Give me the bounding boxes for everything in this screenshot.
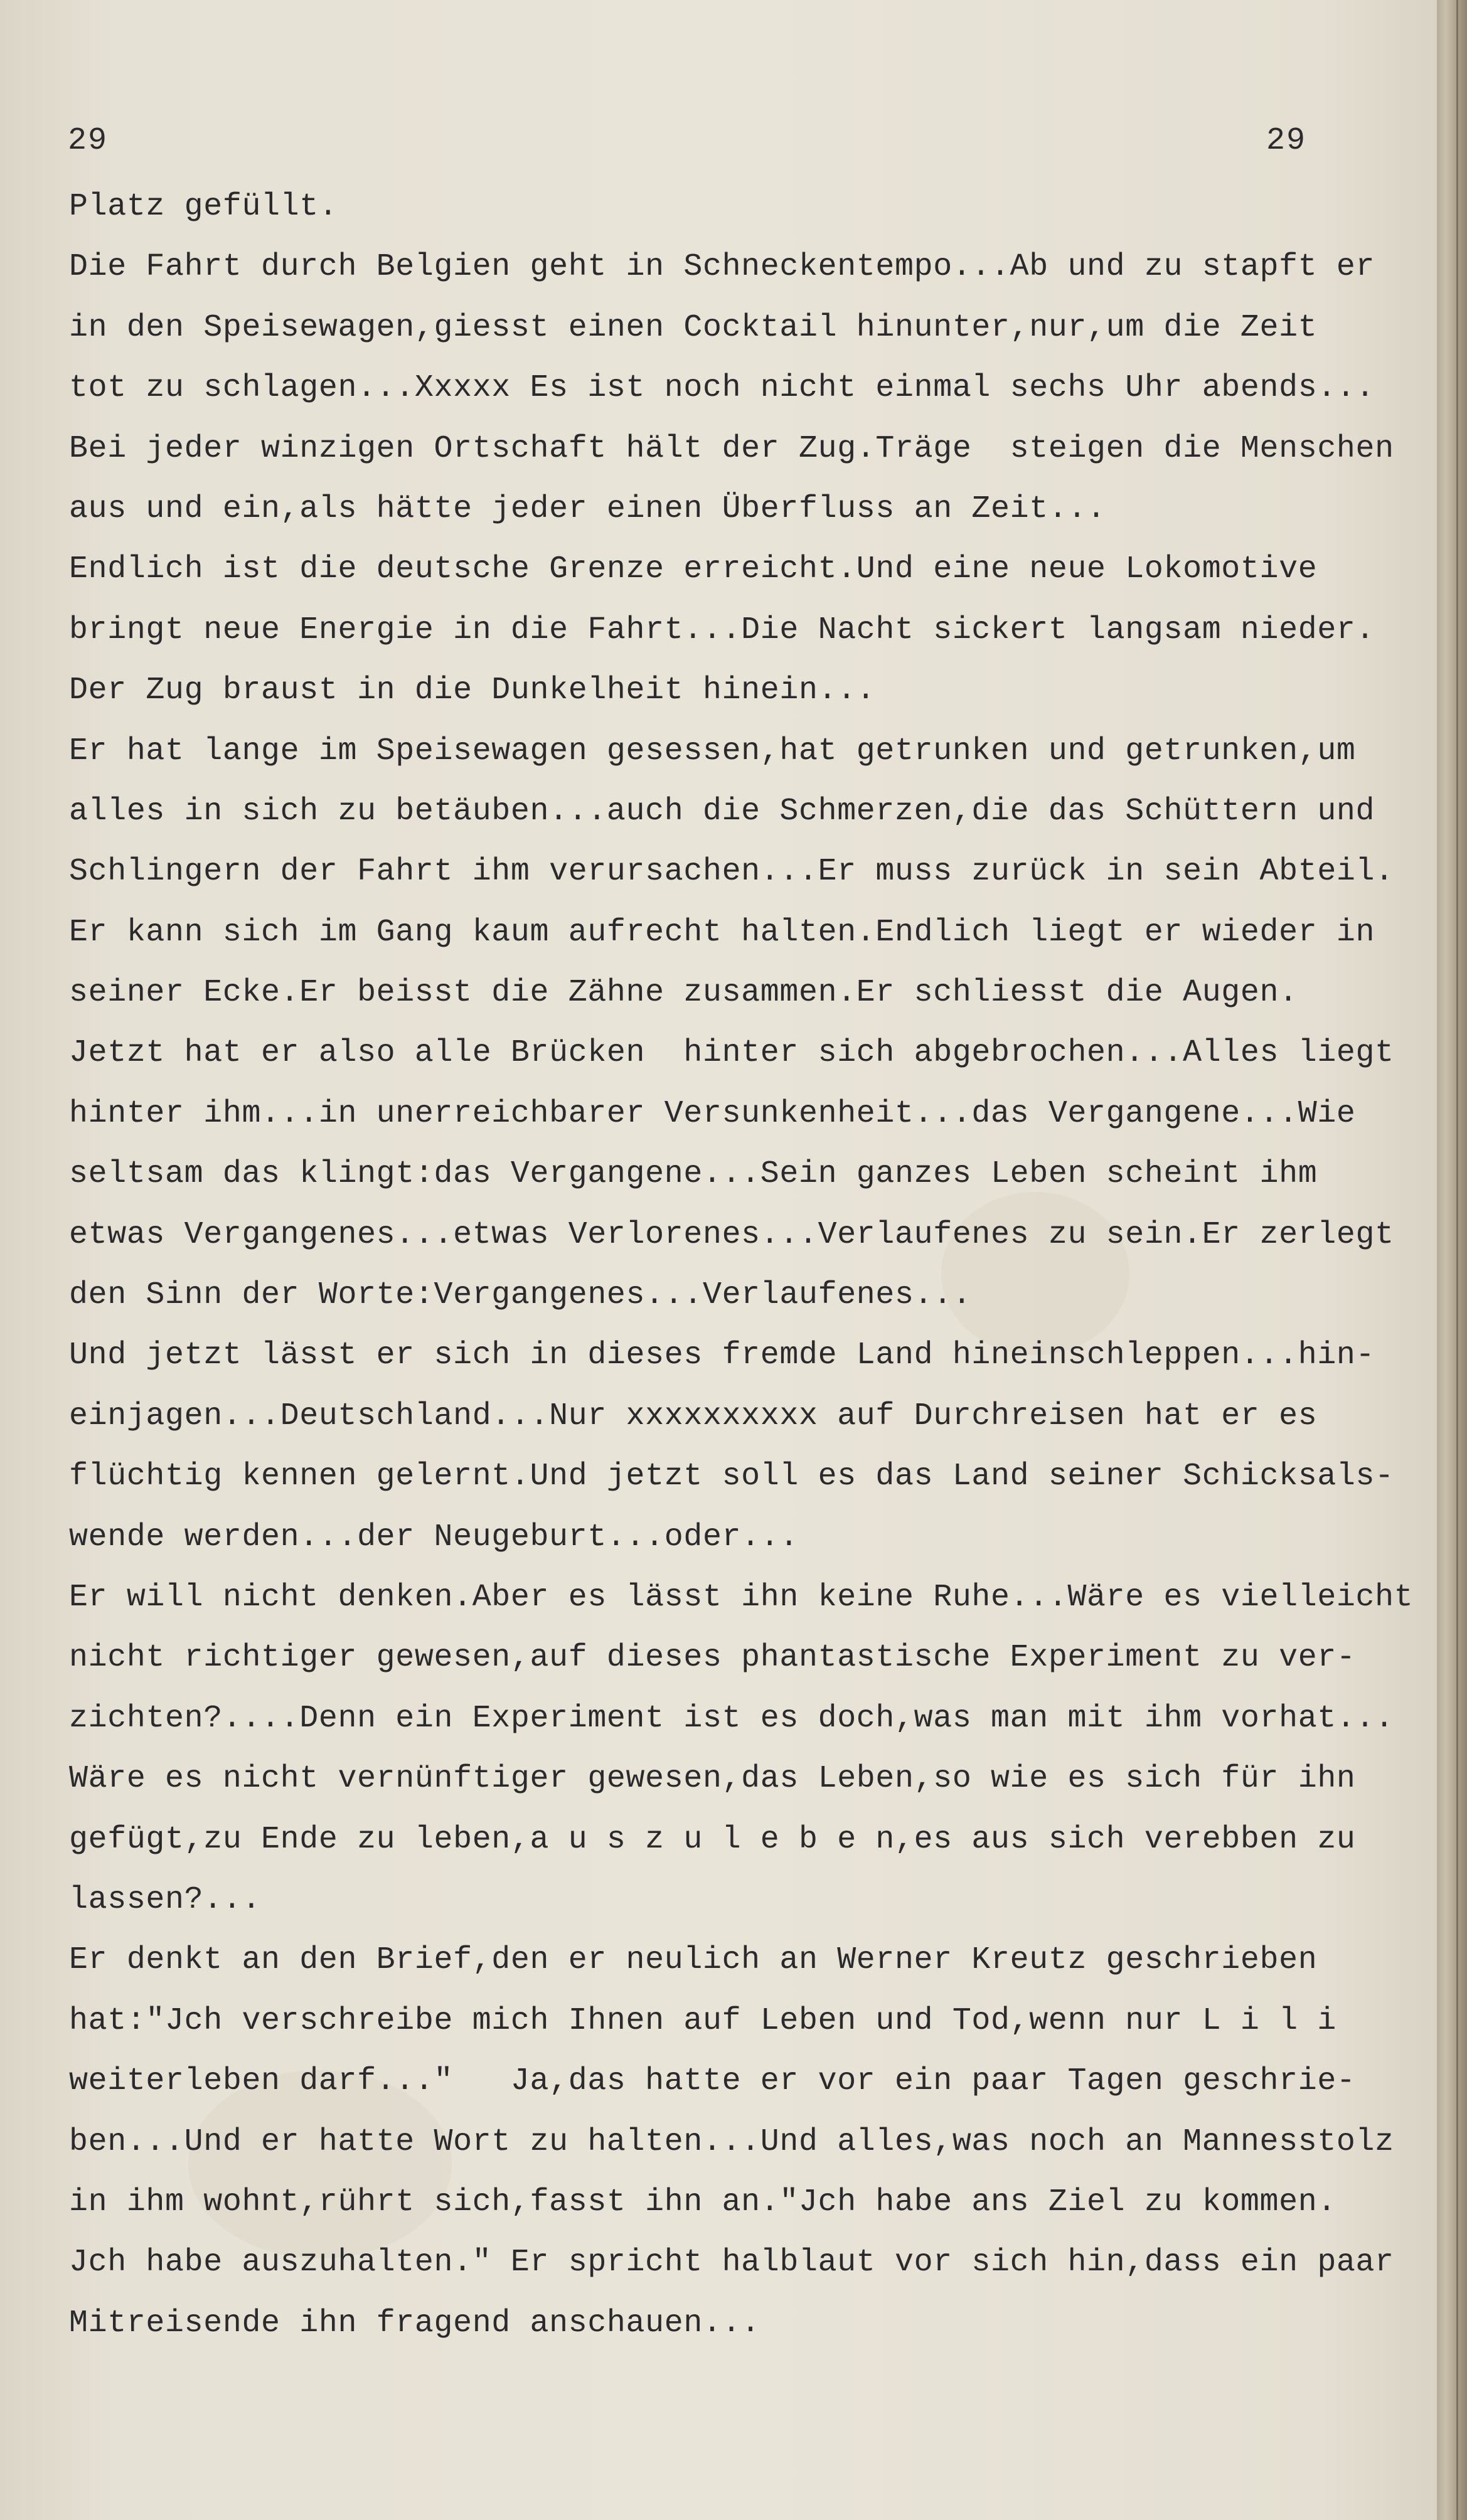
text-line: seltsam das klingt:das Vergangene...Sein ganzes Leben scheint ihm	[69, 1156, 1318, 1193]
text-line: Mitreisende ihn fragend anschauen...	[69, 2305, 760, 2341]
text-line: in den Speisewagen,giesst einen Cocktail hinunter,nur,um die Zeit	[69, 309, 1318, 346]
text-line: bringt neue Energie in die Fahrt...Die Nacht sickert langsam nieder.	[69, 612, 1375, 648]
text-line: den Sinn der Worte:Vergangenes...Verlaufenes...	[69, 1277, 972, 1314]
text-line: Er denkt an den Brief,den er neulich an Werner Kreutz geschrieben	[69, 1942, 1318, 1979]
binding-stitch-line	[1456, 0, 1458, 2520]
text-line: nicht richtiger gewesen,auf dieses phantastische Experiment zu ver-	[69, 1640, 1356, 1676]
typewritten-text-body	[69, 177, 1414, 2354]
text-line: etwas Vergangenes...etwas Verlorenes...Verlaufenes zu sein.Er zerlegt	[69, 1216, 1394, 1253]
text-line: zichten?....Denn ein Experiment ist es doch,was man mit ihm vorhat...	[69, 1700, 1394, 1736]
text-line: alles in sich zu betäuben...auch die Schmerzen,die das Schüttern und	[69, 793, 1375, 829]
text-line: Jch habe auszuhalten." Er spricht halblaut vor sich hin,dass ein paar	[69, 2245, 1394, 2281]
text-line: einjagen...Deutschland...Nur xxxxxxxxxx auf Durchreisen hat er es	[69, 1398, 1318, 1434]
text-line: Er hat lange im Speisewagen gesessen,hat getrunken und getrunken,um	[69, 733, 1356, 769]
text-line: gefügt,zu Ende zu leben,a u s z u l e b e n,es aus sich verebben zu	[69, 1821, 1356, 1858]
text-line: Platz gefüllt.	[69, 189, 338, 225]
text-line: ben...Und er hatte Wort zu halten...Und alles,was noch an Mannesstolz	[69, 2124, 1394, 2160]
text-line: aus und ein,als hätte jeder einen Überfluss an Zeit...	[69, 491, 1106, 527]
text-line: flüchtig kennen gelernt.Und jetzt soll es das Land seiner Schicksals-	[69, 1459, 1394, 1495]
text-line: Und jetzt lässt er sich in dieses fremde Land hineinschleppen...hin-	[69, 1337, 1375, 1374]
page-number-right: 29	[1266, 123, 1307, 159]
text-line: Wäre es nicht vernünftiger gewesen,das Leben,so wie es sich für ihn	[69, 1761, 1356, 1797]
text-line: Er kann sich im Gang kaum aufrecht halten.Endlich liegt er wieder in	[69, 914, 1375, 950]
text-line: Der Zug braust in die Dunkelheit hinein...	[69, 673, 876, 709]
text-line: in ihm wohnt,rührt sich,fasst ihn an."Jch habe ans Ziel zu kommen.	[69, 2184, 1336, 2220]
text-line: wende werden...der Neugeburt...oder...	[69, 1519, 799, 1555]
text-line: lassen?...	[69, 1881, 262, 1918]
text-line: Die Fahrt durch Belgien geht in Schneckentempo...Ab und zu stapft er	[69, 249, 1375, 285]
book-binding-edge	[1437, 0, 1467, 2520]
text-line: weiterleben darf..." Ja,das hatte er vor ein paar Tagen geschrie-	[69, 2063, 1356, 2100]
text-line: Schlingern der Fahrt ihm verursachen...Er muss zurück in sein Abteil.	[69, 854, 1394, 890]
text-line: Bei jeder winzigen Ortschaft hält der Zug.Träge steigen die Menschen	[69, 430, 1394, 467]
text-line: hat:"Jch verschreibe mich Ihnen auf Leben und Tod,wenn nur L i l i	[69, 2002, 1336, 2039]
text-line: hinter ihm...in unerreichbarer Versunkenheit...das Vergangene...Wie	[69, 1095, 1356, 1132]
text-line: Er will nicht denken.Aber es lässt ihn keine Ruhe...Wäre es vielleicht	[69, 1579, 1414, 1615]
text-line: tot zu schlagen...Xxxxx Es ist noch nicht einmal sechs Uhr abends...	[69, 370, 1375, 407]
text-line: Jetzt hat er also alle Brücken hinter sich abgebrochen...Alles liegt	[69, 1035, 1394, 1071]
text-line: Endlich ist die deutsche Grenze erreicht.Und eine neue Lokomotive	[69, 551, 1318, 588]
page-number-left: 29	[68, 123, 109, 159]
text-line: seiner Ecke.Er beisst die Zähne zusammen.Er schliesst die Augen.	[69, 975, 1298, 1011]
